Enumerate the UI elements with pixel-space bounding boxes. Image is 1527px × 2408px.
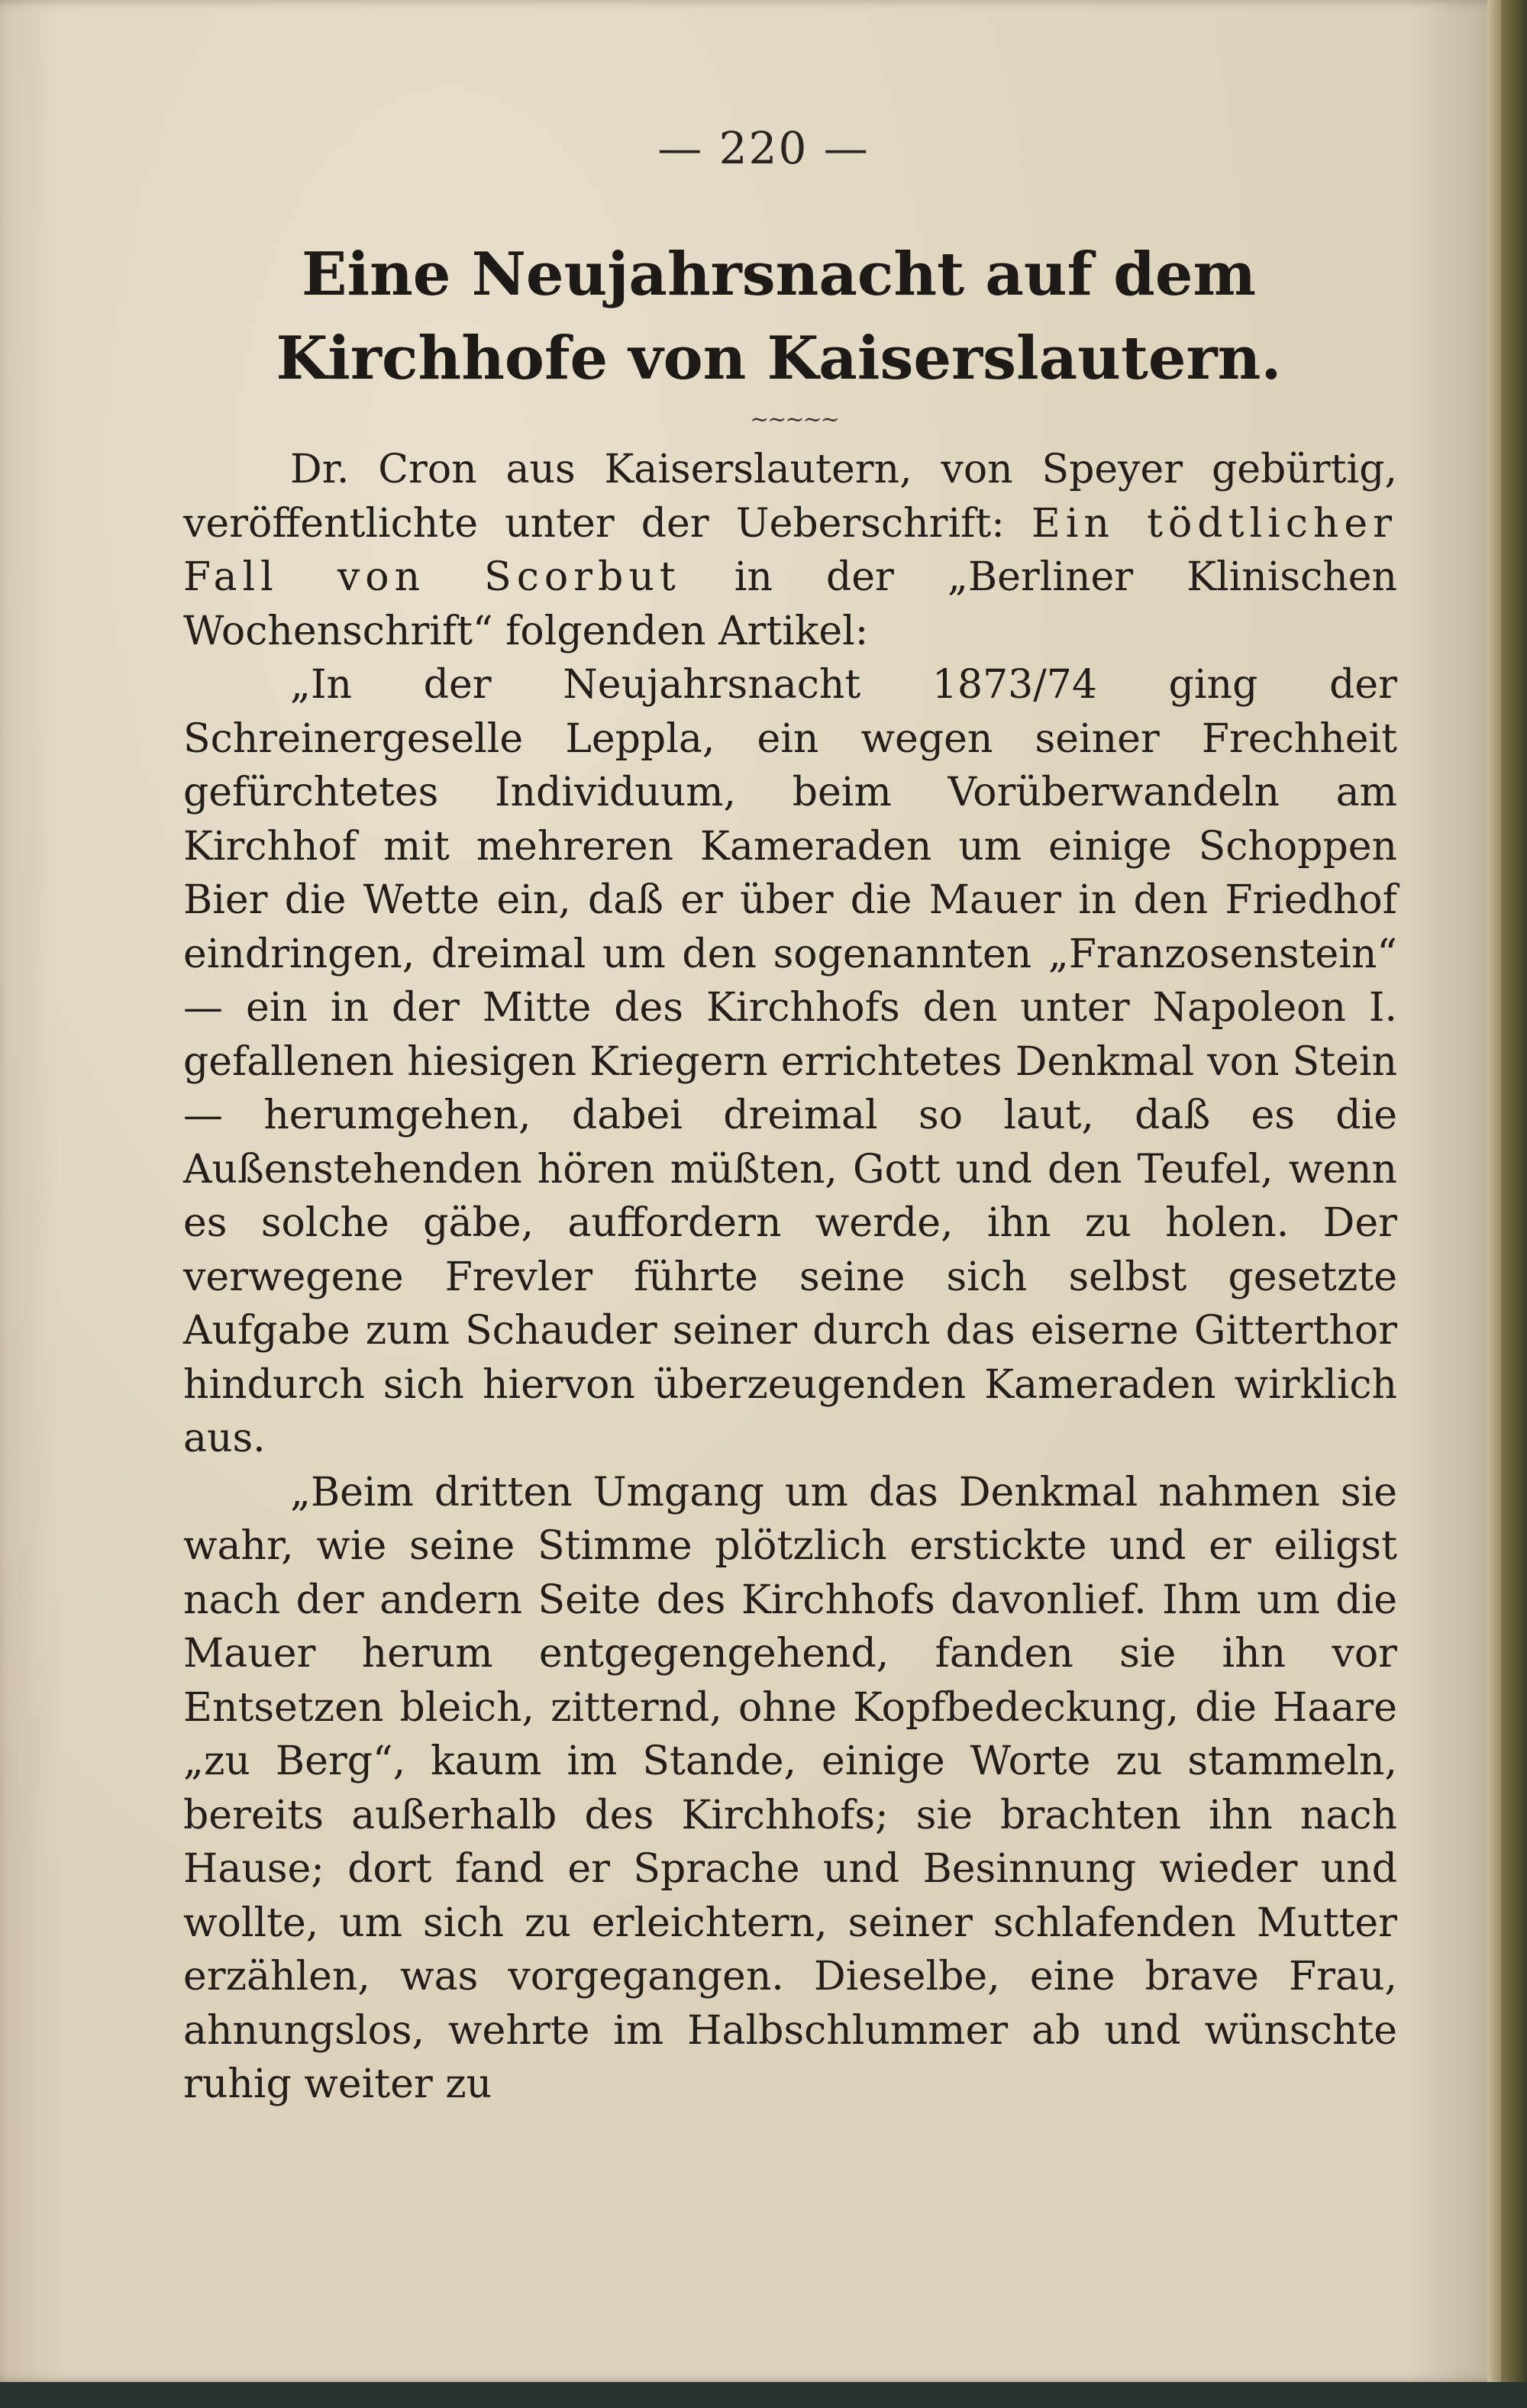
paragraph-1-lead: Dr. Cron aus Kaiserslautern, von Speyer gebürtig, veröffentlichte unter der Ueberschrift: — [183, 447, 1397, 547]
title-ornament: ~~~~~ — [750, 406, 838, 433]
chapter-title: Eine Neujahrsnacht auf dem Kirchhofe von Kaiserslautern. — [276, 240, 1282, 393]
paragraph-2: „In der Neujahrsnacht 1873/74 ging der Schreinergeselle Leppla, ein wegen seiner Frechheit gefürchtetes Individuum, beim Vorüberwandeln am Kirchhof mit mehreren Kameraden um einige Schoppen Bier die Wette ein, daß er über die Mauer in den Friedhof eindringen, dreimal um den sogenannten „Franzosenstein“ — ein in der Mitte des Kirchhofs den unter Napoleon I. gefallenen hiesigen Kriegern errichtetes Denkmal von Stein — herumgehen, dabei dreimal so laut, daß es die Außenstehenden hören müßten, Gott und den Teufel, wenn es solche gäbe, auffordern werde, ihn zu holen. Der verwegene Frevler führte seine sich selbst gesetzte Aufgabe zum Schauder seiner durch das eiserne Gitterthor hindurch sich hiervon überzeugenden Kameraden wirklich aus. — [183, 662, 1397, 1461]
scan-background — [0, 2382, 1527, 2408]
paragraph-1-tail: in der „Berliner Klinischen Wochenschrift“ folgenden Artikel: — [183, 554, 1397, 654]
article-title-emphasis: Ein tödtlicher Fall von Scorbut — [183, 500, 1397, 600]
page-number: — 220 — — [657, 122, 870, 174]
body-text — [183, 443, 1397, 2112]
paragraph-3: „Beim dritten Umgang um das Denkmal nahmen sie wahr, wie seine Stimme plötzlich erstickte und er eiligst nach der andern Seite des Kirchhofs davonlief. Ihm um die Mauer herum entgegengehend, fanden sie ihn vor Entsetzen bleich, zitternd, ohne Kopfbedeckung, die Haare „zu Berg“, kaum im Stande, einige Worte zu stammeln, bereits außerhalb des Kirchhofs; sie brachten ihn nach Hause; dort fand er Sprache und Besinnung wieder und wollte, um sich zu erleichtern, seiner schlafenden Mutter erzählen, was vorgegangen. Dieselbe, eine brave Frau, ahnungslos, wehrte im Halbschlummer ab und wünschte ruhig weiter zu — [183, 1469, 1397, 2107]
page-edge — [1487, 0, 1501, 2382]
book-cover-edge — [1501, 0, 1527, 2408]
paragraph-1 — [183, 443, 1397, 658]
